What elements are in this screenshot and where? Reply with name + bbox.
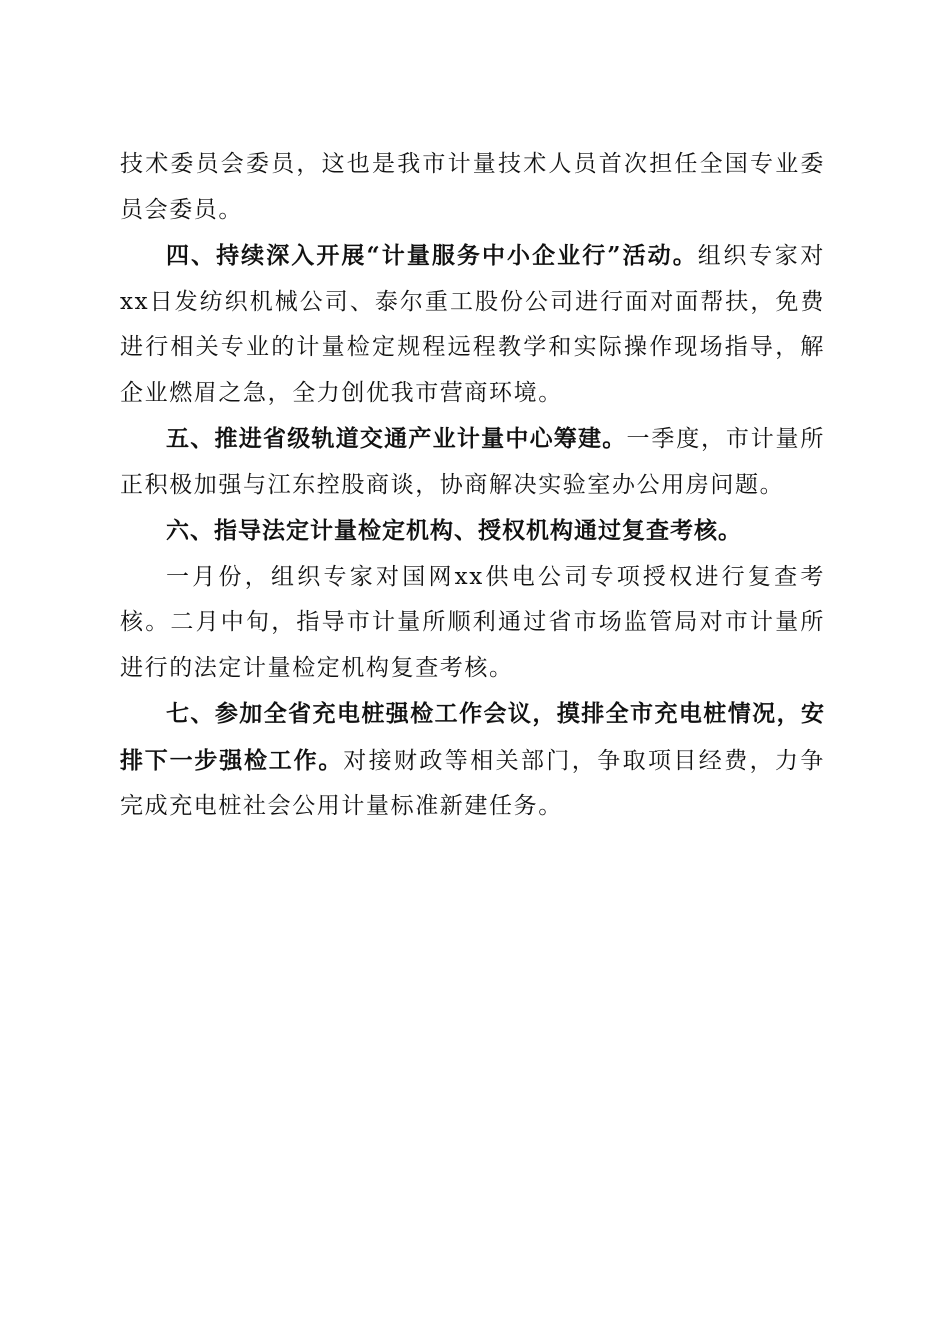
section-heading: 六、指导法定计量检定机构、授权机构通过复查考核。: [166, 517, 742, 544]
document-body: [120, 142, 825, 830]
paragraph-section-5: [120, 416, 825, 508]
paragraph-text: 对接财政等相关部门，争取项目经费，力争完成充电桩社会公用计量标准新建任务。: [120, 747, 825, 819]
paragraph-section-6: [120, 508, 825, 555]
section-heading: 四、持续深入开展“计量服务中小企业行”活动。: [166, 242, 698, 269]
paragraph-continuation: [120, 142, 825, 233]
paragraph-section-6-detail: [120, 555, 825, 692]
paragraph-text: 一月份，组织专家对国网xx供电公司专项授权进行复查考核。二月中旬，指导市计量所顺利通过省市场监管局对市计量所进行的法定计量检定机构复查考核。: [120, 563, 825, 681]
paragraph-text: 一季度，市计量所正积极加强与江东控股商谈，协商解决实验室办公用房问题。: [120, 426, 825, 498]
paragraph-text: 组织专家对xx日发纺织机械公司、泰尔重工股份公司进行面对面帮扶，免费进行相关专业的计量检定规程远程教学和实际操作现场指导，解企业燃眉之急，全力创优我市营商环境。: [120, 243, 826, 406]
paragraph-text: 技术委员会委员，这也是我市计量技术人员首次担任全国专业委员会委员。: [120, 151, 825, 223]
section-heading: 七、参加全省充电桩强检工作会议，摸排全市充电桩情况，安排下一步强检工作。: [120, 700, 825, 774]
section-heading: 五、推进省级轨道交通产业计量中心筹建。: [166, 425, 627, 452]
paragraph-section-7: [120, 691, 825, 830]
paragraph-section-4: [120, 233, 825, 416]
